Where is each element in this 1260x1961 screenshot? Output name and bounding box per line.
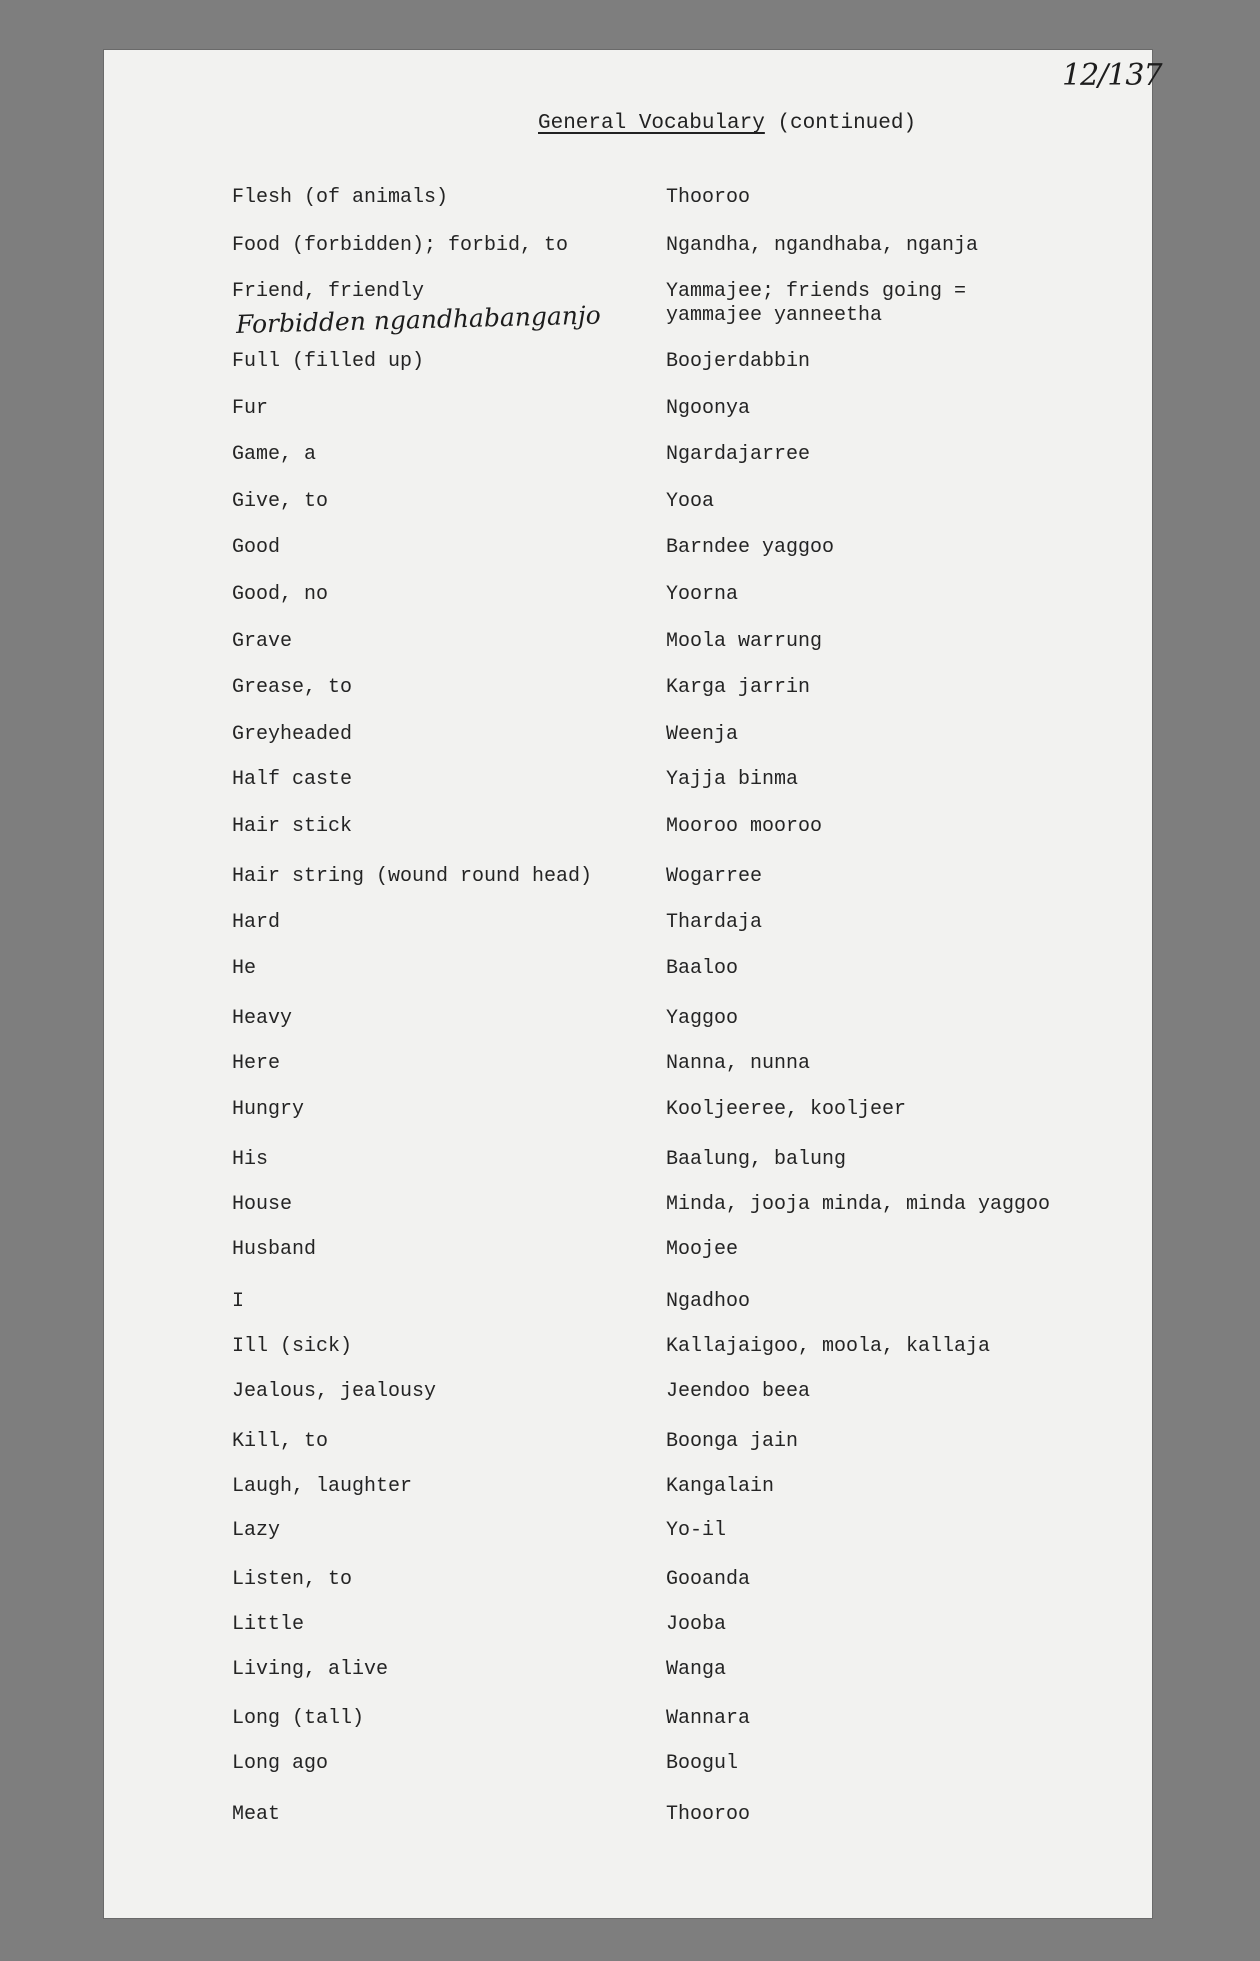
english-term: Living, alive: [232, 1658, 389, 1681]
native-term-line: Ngoonya: [666, 397, 751, 420]
english-term: House: [232, 1193, 293, 1216]
native-term-line: Gooanda: [666, 1568, 751, 1591]
native-term: [666, 583, 738, 607]
vocabulary-entry: [0, 1335, 1260, 1365]
native-term: [666, 815, 822, 839]
native-term: [666, 768, 798, 792]
english-term: Flesh (of animals): [232, 186, 449, 209]
english-term: Good, no: [232, 583, 329, 606]
english-term: His: [232, 1148, 269, 1171]
vocabulary-entry: [0, 1752, 1260, 1782]
vocabulary-entry: [0, 676, 1260, 706]
vocabulary-entry: [0, 865, 1260, 895]
vocabulary-entry: [0, 630, 1260, 660]
native-term-line: Ngandha, ngandhaba, nganja: [666, 234, 979, 257]
native-term-line: Thooroo: [666, 1803, 751, 1826]
english-term: Game, a: [232, 443, 317, 466]
native-term-line: Thooroo: [666, 186, 751, 209]
native-term-line: Weenja: [666, 723, 739, 746]
native-term: [666, 490, 714, 514]
native-term: [666, 1475, 774, 1499]
vocabulary-entry: [0, 1007, 1260, 1037]
vocabulary-entry: [0, 1803, 1260, 1833]
english-term: Hungry: [232, 1098, 305, 1121]
native-term: [666, 186, 750, 210]
native-term-line: Mooroo mooroo: [666, 815, 823, 838]
native-term-line: Yammajee; friends going =: [666, 280, 967, 303]
native-term: [666, 1007, 738, 1031]
english-term: Here: [232, 1052, 281, 1075]
native-term-line: Kangalain: [666, 1475, 775, 1498]
native-term-line: Nanna, nunna: [666, 1052, 811, 1075]
native-term: [666, 443, 810, 467]
native-term: [666, 397, 750, 421]
native-term: [666, 630, 822, 654]
english-term: Food (forbidden); forbid, to: [232, 234, 569, 257]
vocabulary-entry: [0, 350, 1260, 380]
english-term: Kill, to: [232, 1430, 329, 1453]
english-term: Greyheaded: [232, 723, 353, 746]
native-term: [666, 1752, 738, 1776]
native-term-line: Yaggoo: [666, 1007, 739, 1030]
native-term: [666, 1052, 810, 1076]
native-term: [666, 676, 810, 700]
page-title-suffix: (continued): [777, 112, 917, 135]
vocabulary-entry: [0, 1290, 1260, 1320]
vocabulary-entry: [0, 490, 1260, 520]
native-term-line: Boonga jain: [666, 1430, 799, 1453]
english-term: Fur: [232, 397, 269, 420]
native-term-line: Kallajaigoo, moola, kallaja: [666, 1335, 991, 1358]
native-term-line: Ngadhoo: [666, 1290, 751, 1313]
vocabulary-entry: [0, 911, 1260, 941]
native-term: [666, 1803, 750, 1827]
native-term-line: Moojee: [666, 1238, 739, 1261]
native-term-line: Yoorna: [666, 583, 739, 606]
english-term: Good: [232, 536, 281, 559]
native-term: [666, 1238, 738, 1262]
native-term-line: Ngardajarree: [666, 443, 811, 466]
english-term: Meat: [232, 1803, 281, 1826]
vocabulary-entry: [0, 1707, 1260, 1737]
native-term-line: Barndee yaggoo: [666, 536, 835, 559]
vocabulary-entry: [0, 1380, 1260, 1410]
vocabulary-entry: [0, 768, 1260, 798]
native-term: [666, 1380, 810, 1404]
page-title-main: General Vocabulary: [538, 112, 765, 135]
native-term: [666, 957, 738, 981]
native-term: [666, 1707, 750, 1731]
native-term-line: Yajja binma: [666, 768, 799, 791]
native-term: [666, 1568, 750, 1592]
native-term: [666, 1658, 726, 1682]
vocabulary-entry: [0, 1430, 1260, 1460]
vocabulary-entry: [0, 723, 1260, 753]
native-term-line: Kooljeeree, kooljeer: [666, 1098, 907, 1121]
native-term: [666, 1098, 906, 1122]
english-term: Laugh, laughter: [232, 1475, 413, 1498]
vocabulary-entry: [0, 186, 1260, 216]
native-term-line: Boogul: [666, 1752, 739, 1775]
vocabulary-entry: [0, 1568, 1260, 1598]
vocabulary-entry: [0, 443, 1260, 473]
vocabulary-entry: [0, 1658, 1260, 1688]
native-term-line: Baalung, balung: [666, 1148, 847, 1171]
native-term: [666, 234, 978, 258]
native-term-line: Karga jarrin: [666, 676, 811, 699]
english-term: Hair string (wound round head): [232, 865, 593, 888]
native-term: [666, 280, 966, 328]
english-term: Half caste: [232, 768, 353, 791]
english-term: Husband: [232, 1238, 317, 1261]
english-term: Friend, friendly: [232, 280, 425, 303]
native-term-line: Jeendoo beea: [666, 1380, 811, 1403]
english-term: Long (tall): [232, 1707, 365, 1730]
english-term: Full (filled up): [232, 350, 425, 373]
native-term: [666, 1430, 798, 1454]
english-term: Hard: [232, 911, 281, 934]
english-term: I: [232, 1290, 245, 1313]
native-term-continuation: yammajee yanneetha: [666, 304, 883, 327]
native-term: [666, 1148, 846, 1172]
vocabulary-entry: [0, 1052, 1260, 1082]
english-term: Little: [232, 1613, 305, 1636]
handwritten-note: Forbidden ngandhabanganjo: [235, 300, 602, 339]
native-term: [666, 1519, 726, 1543]
native-term-line: Wogarree: [666, 865, 763, 888]
english-term: Hair stick: [232, 815, 353, 838]
english-term: Ill (sick): [232, 1335, 353, 1358]
native-term-line: Baaloo: [666, 957, 739, 980]
vocabulary-entry: [0, 536, 1260, 566]
native-term-line: Thardaja: [666, 911, 763, 934]
native-term: [666, 1193, 1050, 1217]
native-term: [666, 1290, 750, 1314]
native-term: [666, 1335, 990, 1359]
vocabulary-entry: [0, 1238, 1260, 1268]
english-term: Heavy: [232, 1007, 293, 1030]
english-term: He: [232, 957, 257, 980]
native-term-line: Wanga: [666, 1658, 727, 1681]
vocabulary-entry: [0, 1519, 1260, 1549]
native-term-line: Yo-il: [666, 1519, 727, 1542]
english-term: Grave: [232, 630, 293, 653]
vocabulary-entry: [0, 957, 1260, 987]
native-term: [666, 350, 810, 374]
english-term: Jealous, jealousy: [232, 1380, 437, 1403]
native-term-line: Wannara: [666, 1707, 751, 1730]
vocabulary-entry: [0, 1613, 1260, 1643]
folio-number: 12/137: [1062, 58, 1162, 93]
english-term: Lazy: [232, 1519, 281, 1542]
native-term-line: Boojerdabbin: [666, 350, 811, 373]
vocabulary-entry: [0, 1475, 1260, 1505]
native-term: [666, 911, 762, 935]
native-term-line: Yooa: [666, 490, 715, 513]
vocabulary-entry: [0, 1148, 1260, 1178]
vocabulary-entry: [0, 234, 1260, 264]
english-term: Listen, to: [232, 1568, 353, 1591]
native-term: [666, 723, 738, 747]
vocabulary-entry: [0, 397, 1260, 427]
native-term: [666, 1613, 726, 1637]
english-term: Grease, to: [232, 676, 353, 699]
native-term-line: Jooba: [666, 1613, 727, 1636]
native-term-line: Minda, jooja minda, minda yaggoo: [666, 1193, 1051, 1216]
native-term: [666, 865, 762, 889]
vocabulary-entry: [0, 815, 1260, 845]
native-term: [666, 536, 834, 560]
english-term: Give, to: [232, 490, 329, 513]
vocabulary-entry: [0, 583, 1260, 613]
vocabulary-entry: [0, 1098, 1260, 1128]
native-term-line: Moola warrung: [666, 630, 823, 653]
vocabulary-entry: [0, 1193, 1260, 1223]
english-term: Long ago: [232, 1752, 329, 1775]
page-title: [538, 112, 916, 135]
